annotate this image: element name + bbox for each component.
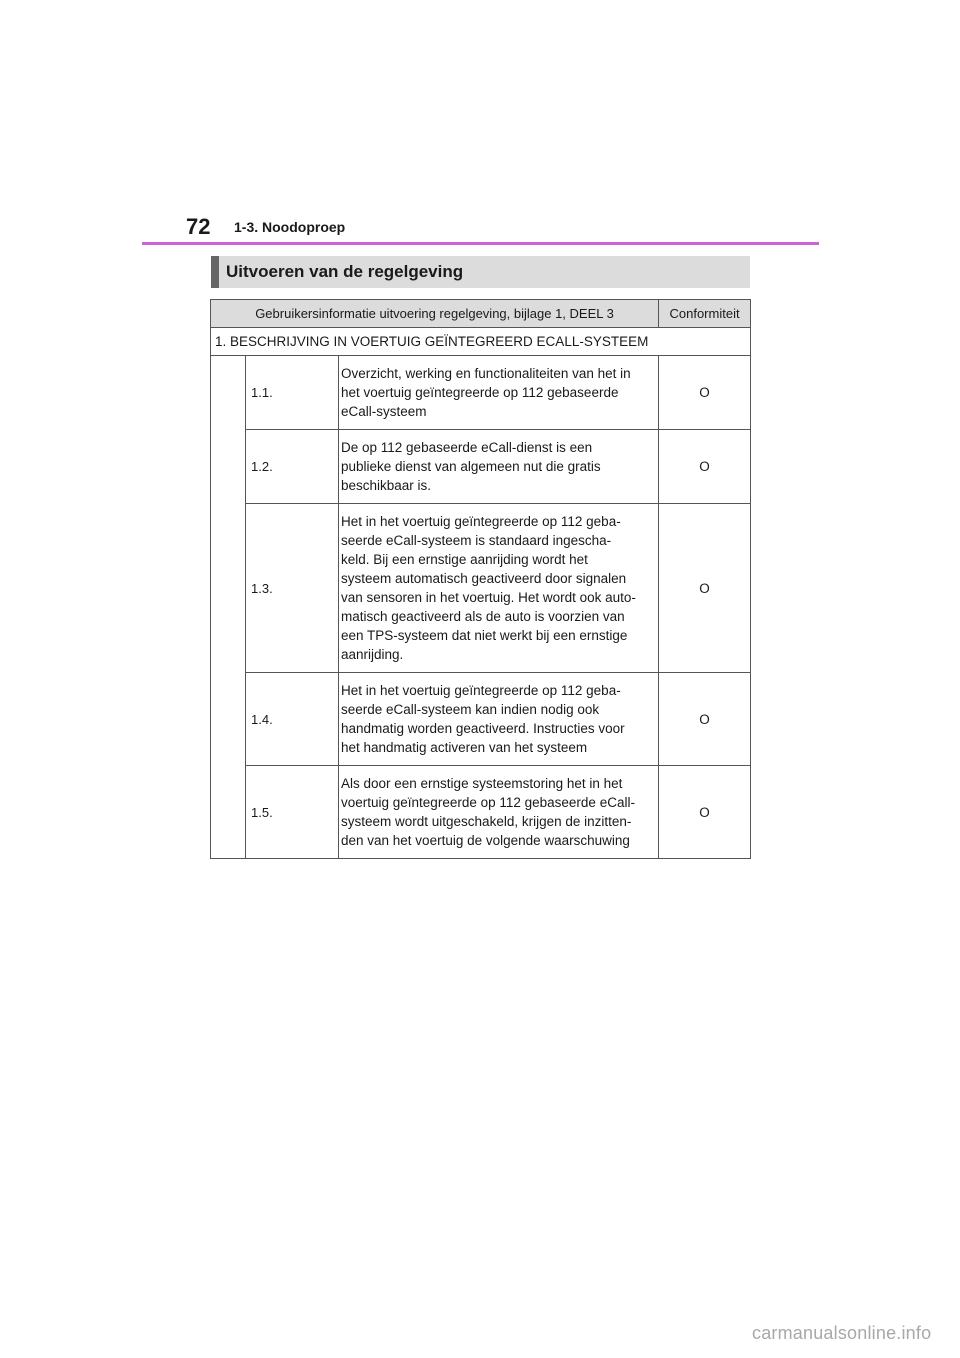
item-conformity: O <box>659 766 751 859</box>
section-heading: Uitvoeren van de regelgeving <box>211 256 750 288</box>
description-line: De op 112 gebaseerde eCall-dienst is een <box>341 440 593 455</box>
description-line: keld. Bij een ernstige aanrijding wordt het <box>341 552 588 567</box>
chapter-title: 1-3. Noodoproep <box>234 219 346 235</box>
description-line: het voertuig geïntegreerde op 112 gebaseerde <box>341 385 619 400</box>
table-row <box>211 430 751 504</box>
item-number: 1.1. <box>246 356 339 430</box>
description-line: publieke dienst van algemeen nut die gratis <box>341 459 601 474</box>
item-conformity: O <box>659 356 751 430</box>
column-header-user-info: Gebruikersinformatie uitvoering regelgeving, bijlage 1, DEEL 3 <box>211 300 659 328</box>
description-line: van sensoren in het voertuig. Het wordt ook auto- <box>341 590 636 605</box>
description-line: Overzicht, werking en functionaliteiten van het in <box>341 366 631 381</box>
item-description <box>339 673 659 766</box>
description-line: Het in het voertuig geïntegreerde op 112 geba- <box>341 514 621 529</box>
description-line: eCall-systeem <box>341 404 427 419</box>
description-line: Als door een ernstige systeemstoring het in het <box>341 776 623 791</box>
description-line: matisch geactiveerd als de auto is voorzien van <box>341 609 625 624</box>
item-description <box>339 356 659 430</box>
item-conformity: O <box>659 430 751 504</box>
table-section-row <box>211 328 751 356</box>
header-rule <box>142 242 819 245</box>
item-conformity: O <box>659 673 751 766</box>
description-line: seerde eCall-systeem is standaard ingescha- <box>341 533 612 548</box>
column-header-conformity: Conformiteit <box>659 300 751 328</box>
page-number: 72 <box>186 214 211 239</box>
item-description <box>339 430 659 504</box>
description-line: seerde eCall-systeem kan indien nodig ook <box>341 702 600 717</box>
watermark: carmanualsonline.info <box>752 1323 932 1343</box>
description-line: het handmatig activeren van het systeem <box>341 740 588 755</box>
regulation-table <box>210 299 751 859</box>
table-row <box>211 504 751 673</box>
description-line: systeem automatisch geactiveerd door signalen <box>341 571 627 586</box>
table-header-row <box>211 300 751 328</box>
item-description <box>339 766 659 859</box>
item-number: 1.5. <box>246 766 339 859</box>
description-line: een TPS-systeem dat niet werkt bij een ernstige <box>341 628 628 643</box>
description-line: beschikbaar is. <box>341 478 432 493</box>
item-conformity: O <box>659 504 751 673</box>
item-number: 1.3. <box>246 504 339 673</box>
table-row <box>211 766 751 859</box>
description-line: voertuig geïntegreerde op 112 gebaseerde eCall- <box>341 795 635 810</box>
table-row <box>211 356 751 430</box>
description-line: aanrijding. <box>341 647 404 662</box>
item-description <box>339 504 659 673</box>
table-row <box>211 673 751 766</box>
description-line: Het in het voertuig geïntegreerde op 112 geba- <box>341 683 621 698</box>
item-number: 1.2. <box>246 430 339 504</box>
description-line: handmatig worden geactiveerd. Instructies voor <box>341 721 625 736</box>
description-line: den van het voertuig de volgende waarschuwing <box>341 833 630 848</box>
description-line: systeem wordt uitgeschakeld, krijgen de inzitten- <box>341 814 632 829</box>
table-section-title: 1. BESCHRIJVING IN VOERTUIG GEÏNTEGREERD ECALL-SYSTEEM <box>211 328 751 356</box>
item-number: 1.4. <box>246 673 339 766</box>
indent-cell <box>211 356 246 859</box>
